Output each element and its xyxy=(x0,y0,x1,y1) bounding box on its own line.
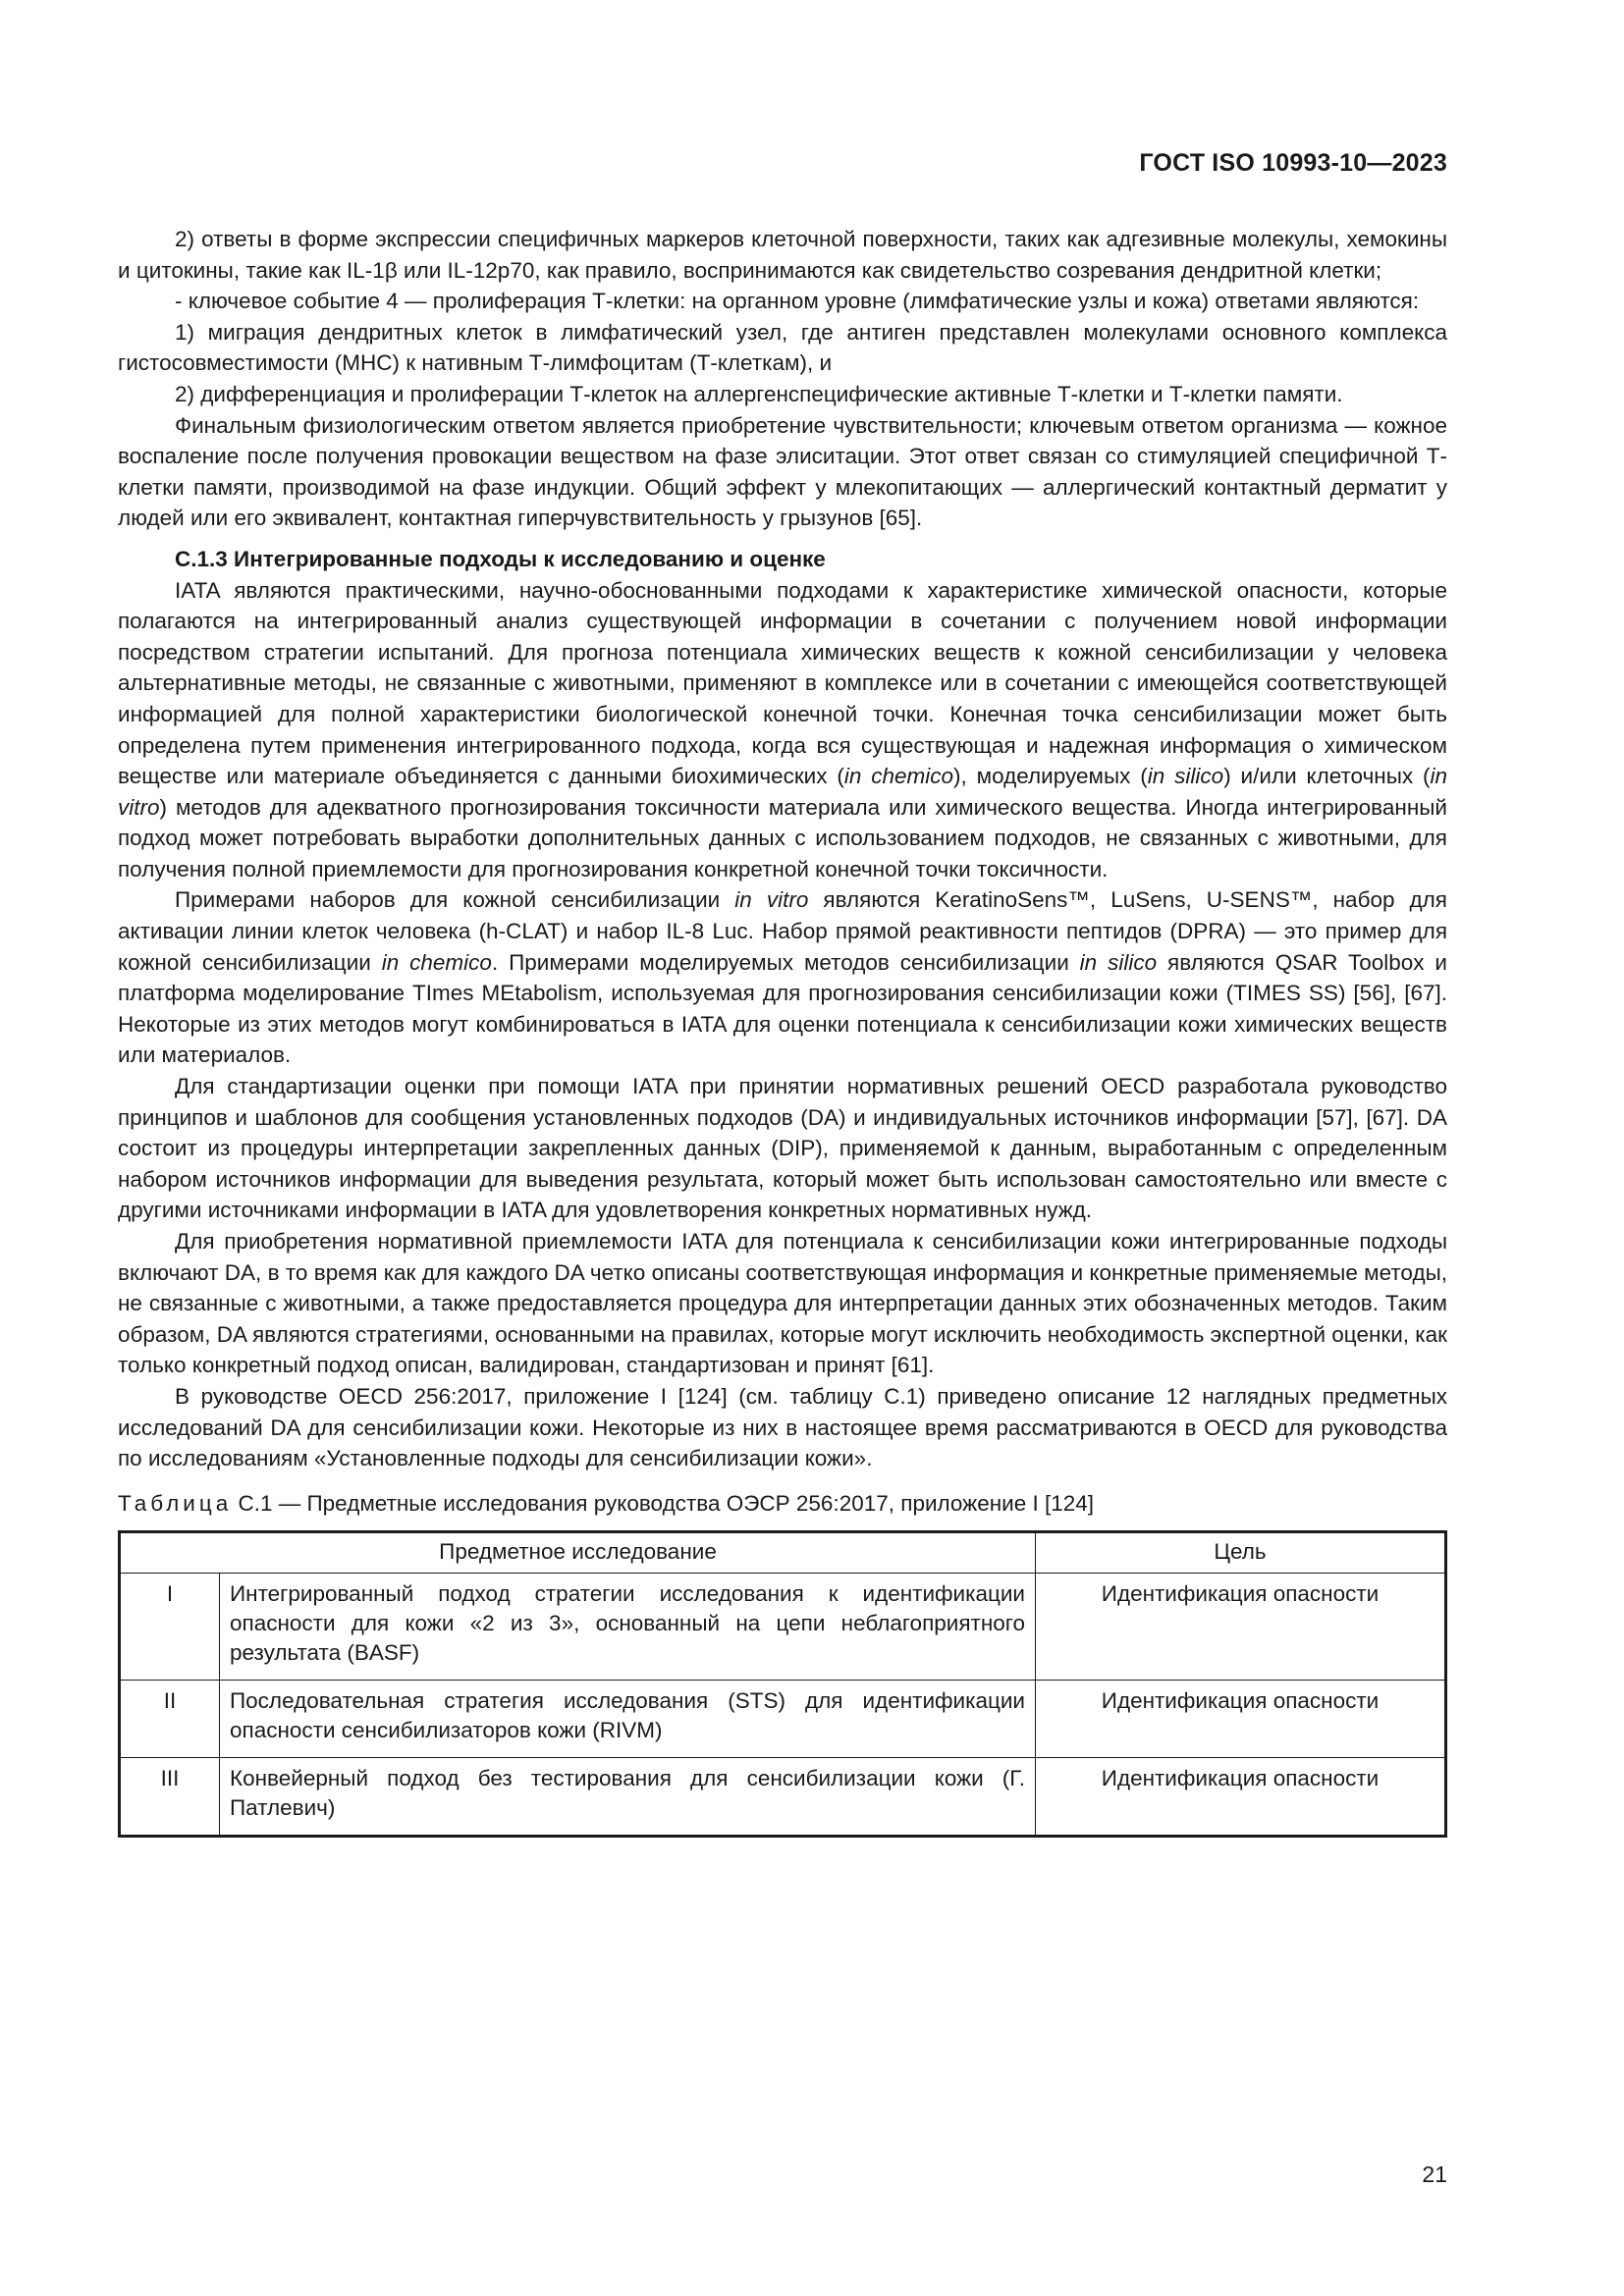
table-caption-text: С.1 — Предметные исследования руководства ОЭСР 256:2017, приложение I [124] xyxy=(232,1490,1095,1516)
row-goal: Идентификация опасности xyxy=(1036,1758,1446,1837)
column-header-goal: Цель xyxy=(1036,1532,1446,1574)
section-heading: С.1.3 Интегрированные подходы к исследованию и оценке xyxy=(175,546,826,571)
row-number: II xyxy=(120,1681,220,1758)
table-row xyxy=(120,1758,1446,1837)
table-header-row xyxy=(120,1532,1446,1574)
paragraph: Для приобретения нормативной приемлемости IATA для потенциала к сенсибилизации кожи интегрированные подходы включают DA, в то время как для каждого DA четко описаны соответствующая информация и конкретные применяемые методы, не связанные с животными, а также предоставляется процедура для интерпретации данных этих обозначенных методов. Таким образом, DA являются стратегиями, основанными на правилах, которые могут исключить необходимость экспертной оценки, как только конкретный подход описан, валидирован, стандартизован и принят [61]. xyxy=(118,1229,1447,1378)
document-body xyxy=(118,224,1447,1838)
paragraph: 1) миграция дендритных клеток в лимфатический узел, где антиген представлен молекулами основного комплекса гистосовместимости (МНС) к нативным Т-лимфоцитам (Т-клеткам), и xyxy=(118,319,1447,376)
row-subject: Последовательная стратегия исследования (STS) для идентификации опасности сенсибилизаторов кожи (RIVM) xyxy=(220,1681,1036,1758)
table-caption-label: Таблица xyxy=(118,1490,233,1516)
table-row xyxy=(120,1681,1446,1758)
row-subject: Конвейерный подход без тестирования для сенсибилизации кожи (Г. Патлевич) xyxy=(220,1758,1036,1837)
paragraph: IATA являются практическими, научно-обоснованными подходами к характеристике химической опасности, которые полагаются на интегрированный анализ существующей информации в сочетании с получением новой информации посредством стратегии испытаний. Для прогноза потенциала химических веществ к кожной сенсибилизации у человека альтернативные методы, не связанные с животными, применяют в комплексе или в сочетании с имеющейся соответствующей информацией для полной характеристики биологической конечной точки. Конечная точка сенсибилизации может быть определена путем применения интегрированного подхода, когда вся существующая и надежная информация о химическом веществе или материале объединяется с данными биохимических (in chemico), моделируемых (in silico) и/или клеточных (in vitro) методов для адекватного прогнозирования токсичности материала или химического вещества. Иногда интегрированный подход может потребовать выработки дополнительных данных с использованием подходов, не связанных с животными, для получения полной приемлемости для прогнозирования конкретной конечной точки токсичности. xyxy=(118,577,1448,881)
row-subject: Интегрированный подход стратегии исследования к идентификации опасности для кожи «2 из 3», основанный на цепи неблагоприятного результата (BASF) xyxy=(220,1574,1036,1681)
paragraph: 2) дифференциация и пролиферации Т-клеток на аллергенспецифические активные Т-клетки и Т-клетки памяти. xyxy=(175,381,1343,406)
column-header-subject: Предметное исследование xyxy=(120,1532,1036,1574)
paragraph: Финальным физиологическим ответом является приобретение чувствительности; ключевым ответом организма — кожное воспаление после получения провокации веществом на фазе элиситации. Этот ответ связан со стимуляцией специфичной Т-клетки памяти, производимой на фазе индукции. Общий эффект у млекопитающих — аллергический контактный дерматит у людей или его эквивалент, контактная гиперчувствительность у грызунов [65]. xyxy=(118,412,1447,531)
row-number: I xyxy=(120,1574,220,1681)
document-id-header: ГОСТ ISO 10993-10—2023 xyxy=(1139,149,1447,177)
row-goal: Идентификация опасности xyxy=(1036,1681,1446,1758)
row-goal: Идентификация опасности xyxy=(1036,1574,1446,1681)
paragraph: Примерами наборов для кожной сенсибилизации in vitro являются KeratinoSens™, LuSens, U-SENS™, набор для активации линии клеток человека (h-CLAT) и набор IL-8 Luc. Набор прямой реактивности пептидов (DPRA) — это пример для кожной сенсибилизации in chemico. Примерами моделируемых методов сенсибилизации in silico являются QSAR Toolbox и платформа моделирование TImes MEtabolism, используемая для прогнозирования сенсибилизации кожи (TIMES SS) [56], [67]. Некоторые из этих методов могут комбинироваться в IATA для оценки потенциала к сенсибилизации кожи химических веществ или материалов. xyxy=(118,887,1447,1068)
table-caption xyxy=(118,1488,1447,1520)
paragraph: В руководстве OECD 256:2017, приложение I [124] (см. таблицу С.1) приведено описание 12 наглядных предметных исследований DA для сенсибилизации кожи. Некоторые из них в настоящее время рассматриваются в OECD для руководства по исследованиям «Установленные подходы для сенсибилизации кожи». xyxy=(118,1383,1447,1471)
case-studies-table xyxy=(118,1530,1447,1838)
paragraph: 2) ответы в форме экспрессии специфичных маркеров клеточной поверхности, таких как адгезивные молекулы, хемокины и цитокины, такие как IL-1β или IL-12p70, как правило, воспринимаются как свидетельство созревания дендритной клетки; xyxy=(118,227,1447,283)
row-number: III xyxy=(120,1758,220,1837)
paragraph: Для стандартизации оценки при помощи IATA при принятии нормативных решений OECD разработала руководство принципов и шаблонов для сообщения установленных подходов (DA) и индивидуальных источников информации [57], [67]. DA состоит из процедуры интерпретации закрепленных данных (DIP), применяемой к данным, выработанным с определенным набором источников информации для выведения результата, который может быть использован самостоятельно или вместе с другими источниками информации в IATA для удовлетворения конкретных нормативных нужд. xyxy=(118,1074,1447,1223)
table-row xyxy=(120,1574,1446,1681)
page-number: 21 xyxy=(1422,2162,1447,2187)
paragraph: - ключевое событие 4 — пролиферация Т-клетки: на органном уровне (лимфатические узлы и кожа) ответами являются: xyxy=(175,289,1420,314)
